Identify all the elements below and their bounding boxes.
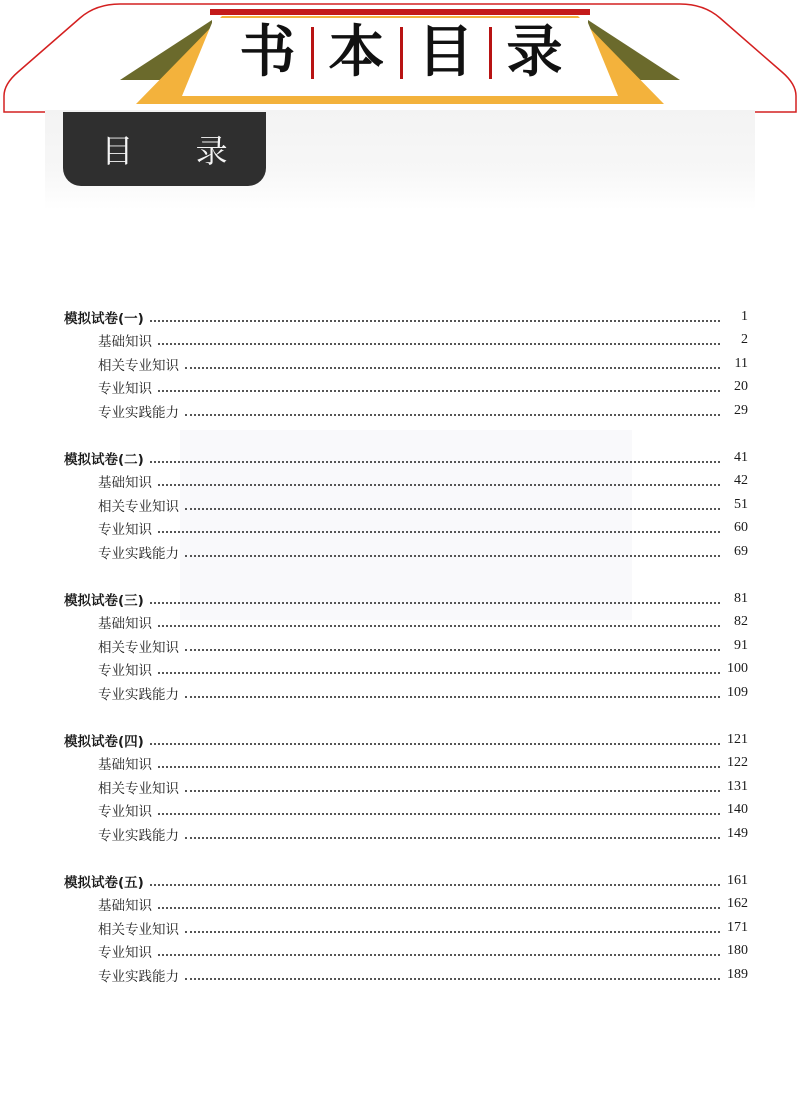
banner-char: 本 (328, 20, 385, 85)
toc-subject-entry[interactable] (98, 329, 748, 353)
toc-page-number: 29 (734, 402, 748, 418)
toc-entry-title: 相关专业知识 (98, 495, 179, 515)
toc-page-number: 109 (727, 684, 748, 700)
dot-leader (158, 390, 720, 392)
dot-leader (150, 461, 720, 463)
toc-entry-title: 模拟试卷(二) (64, 448, 144, 468)
toc-exam-entry[interactable] (64, 587, 748, 611)
toc-entry-title: 模拟试卷(三) (64, 589, 144, 609)
toc-exam-entry[interactable] (64, 305, 748, 329)
toc-entry-title: 专业知识 (98, 941, 152, 961)
toc-entry-title: 专业知识 (98, 518, 152, 538)
toc-subject-entry[interactable] (98, 470, 748, 494)
toc-exam-entry[interactable] (64, 728, 748, 752)
toc-entry-title: 专业实践能力 (98, 824, 179, 844)
toc-entry-title: 基础知识 (98, 894, 152, 914)
dot-leader (185, 790, 720, 792)
toc-page-number: 1 (741, 308, 748, 324)
toc-entry-title: 专业实践能力 (98, 683, 179, 703)
toc-entry-title: 专业实践能力 (98, 542, 179, 562)
toc-entry-title: 相关专业知识 (98, 636, 179, 656)
dot-leader (158, 343, 720, 345)
dot-leader (158, 907, 720, 909)
toc-subject-entry[interactable] (98, 963, 748, 987)
dot-leader (158, 813, 720, 815)
dot-leader (185, 837, 720, 839)
toc-entry-title: 相关专业知识 (98, 354, 179, 374)
toc-group (0, 305, 800, 423)
toc-subject-entry[interactable] (98, 634, 748, 658)
toc-entry-title: 相关专业知识 (98, 777, 179, 797)
toc-page-number: 171 (727, 919, 748, 935)
toc-exam-entry[interactable] (64, 869, 748, 893)
dot-leader (185, 931, 720, 933)
toc-subject-entry[interactable] (98, 940, 748, 964)
toc-group (0, 869, 800, 987)
toc-page-number: 149 (727, 825, 748, 841)
toc-subject-entry[interactable] (98, 611, 748, 635)
toc-subject-entry[interactable] (98, 775, 748, 799)
dot-leader (185, 696, 720, 698)
toc-exam-entry[interactable] (64, 446, 748, 470)
toc-page-number: 60 (734, 520, 748, 536)
toc-page-number: 122 (727, 755, 748, 771)
banner-title (212, 10, 590, 96)
toc-entry-title: 专业实践能力 (98, 401, 179, 421)
toc-entry-title: 专业知识 (98, 659, 152, 679)
toc-page-number: 2 (741, 332, 748, 348)
dot-leader (158, 766, 720, 768)
toc-subject-entry[interactable] (98, 893, 748, 917)
toc-page-number: 131 (727, 778, 748, 794)
toc-entry-title: 模拟试卷(一) (64, 307, 144, 327)
toc-group (0, 728, 800, 846)
dot-leader (185, 508, 720, 510)
dot-leader (158, 954, 720, 956)
toc-page-number: 91 (734, 637, 748, 653)
dot-leader (185, 555, 720, 557)
toc-page-number: 81 (734, 590, 748, 606)
toc-subject-entry[interactable] (98, 916, 748, 940)
toc-entry-title: 基础知识 (98, 471, 152, 491)
dot-leader (150, 320, 720, 322)
toc-subject-entry[interactable] (98, 493, 748, 517)
toc-group (0, 446, 800, 564)
dot-leader (158, 531, 720, 533)
toc-subject-entry[interactable] (98, 352, 748, 376)
toc-entry-title: 基础知识 (98, 330, 152, 350)
toc-entry-title: 专业实践能力 (98, 965, 179, 985)
toc-subject-entry[interactable] (98, 799, 748, 823)
dot-leader (158, 672, 720, 674)
dot-leader (158, 625, 720, 627)
toc-page-number: 189 (727, 966, 748, 982)
banner-char: 目 (417, 20, 474, 85)
banner-char: 录 (506, 20, 563, 85)
dot-leader (150, 884, 720, 886)
toc-page-number: 121 (727, 731, 748, 747)
toc-subject-entry[interactable] (98, 822, 748, 846)
banner-char: 书 (239, 20, 296, 85)
dot-leader (185, 367, 720, 369)
toc-entry-title: 基础知识 (98, 753, 152, 773)
toc-subject-entry[interactable] (98, 752, 748, 776)
toc-entry-title: 专业知识 (98, 377, 152, 397)
toc-page-number: 161 (727, 872, 748, 888)
toc-entry-title: 相关专业知识 (98, 918, 179, 938)
toc-page-number: 51 (734, 496, 748, 512)
toc-page-number: 162 (727, 896, 748, 912)
toc-subject-entry[interactable] (98, 376, 748, 400)
toc-page-number: 100 (727, 661, 748, 677)
dot-leader (158, 484, 720, 486)
toc-entry-title: 模拟试卷(四) (64, 730, 144, 750)
toc-page-number: 180 (727, 943, 748, 959)
toc-entry-title: 基础知识 (98, 612, 152, 632)
toc-page-number: 20 (734, 379, 748, 395)
dot-leader (150, 743, 720, 745)
dot-leader (185, 978, 720, 980)
toc-subject-entry[interactable] (98, 658, 748, 682)
toc-subject-entry[interactable] (98, 681, 748, 705)
table-of-contents (0, 305, 800, 1010)
toc-page-number: 42 (734, 473, 748, 489)
toc-subject-entry[interactable] (98, 399, 748, 423)
dot-leader (185, 414, 720, 416)
dot-leader (150, 602, 720, 604)
toc-page-number: 69 (734, 543, 748, 559)
toc-subject-entry[interactable] (98, 517, 748, 541)
toc-page-number: 82 (734, 614, 748, 630)
toc-page-number: 41 (734, 449, 748, 465)
toc-page-number: 140 (727, 802, 748, 818)
top-banner (0, 0, 800, 118)
toc-subject-entry[interactable] (98, 540, 748, 564)
toc-group (0, 587, 800, 705)
section-title-tab (63, 112, 266, 186)
toc-page-number: 11 (734, 355, 748, 371)
toc-entry-title: 专业知识 (98, 800, 152, 820)
dot-leader (185, 649, 720, 651)
section-title: 目 录 (101, 132, 254, 170)
toc-entry-title: 模拟试卷(五) (64, 871, 144, 891)
